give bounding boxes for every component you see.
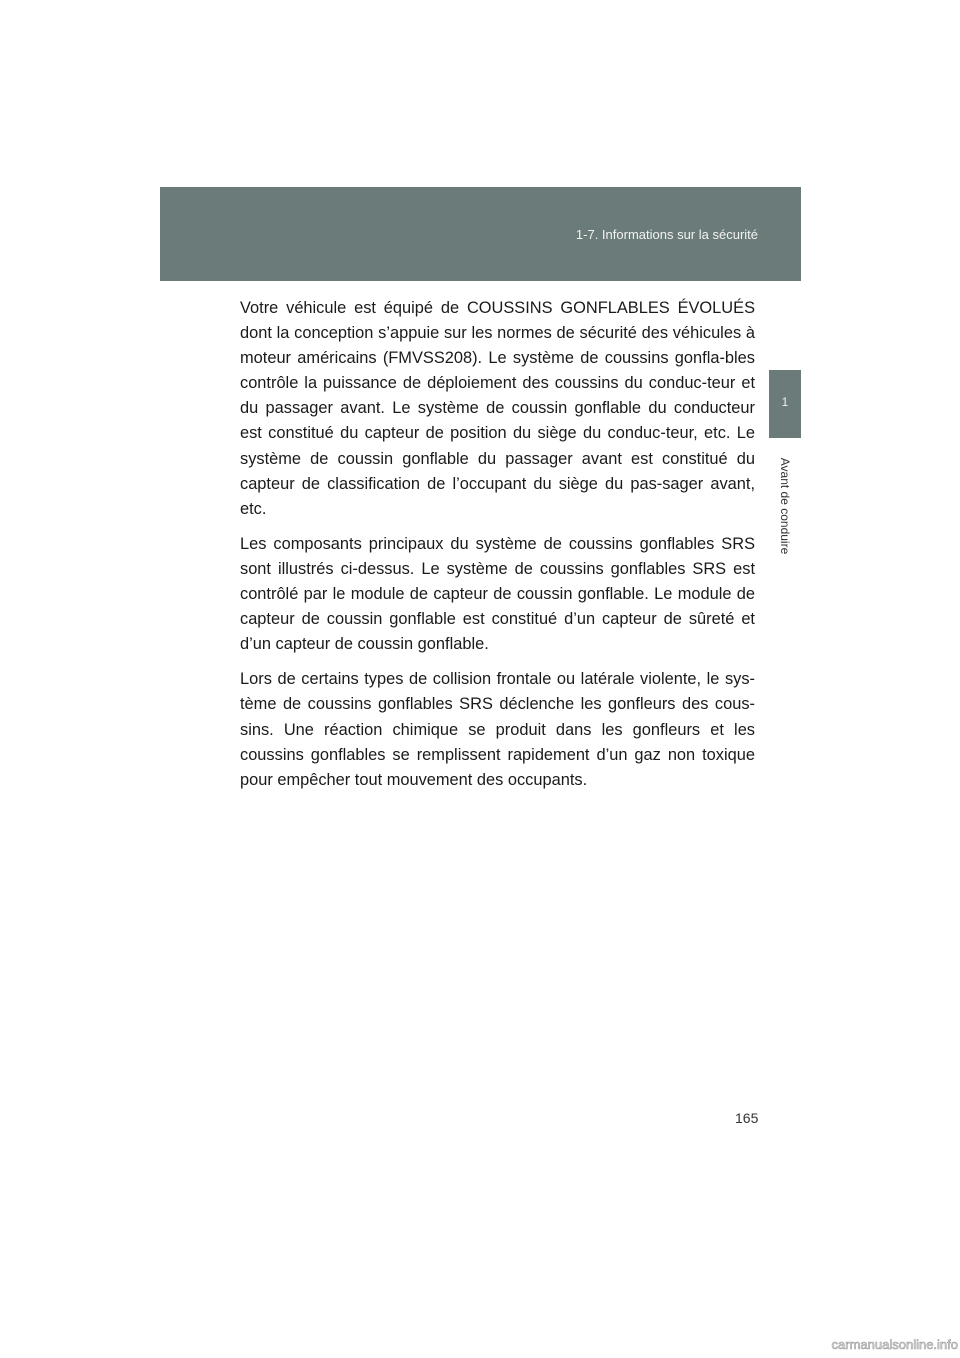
paragraph-3: Lors de certains types de collision frontale ou latérale violente, le sys-tème de coussins gonflables SRS déclenche les gonfleurs des cous-sins. Une réaction chimique se produit dans les gonfleurs et les coussins gonflables se remplissent rapidement d’un gaz non toxique pour empêcher tout mouvement des occupants. (240, 670, 755, 789)
watermark-logo (820, 1328, 960, 1358)
paragraph-1: Votre véhicule est équipé de COUSSINS GONFLABLES ÉVOLUÉS dont la conception s’appuie sur les normes de sécurité des véhicules à moteur américains (FMVSS208). Le système de coussins gonfla-bles contrôle la puissance de déploiement des coussins du conduc-teur et du passager avant. Le système de coussin gonflable du conducteur est constitué du capteur de position du siège du conduc-teur, etc. Le système de coussin gonflable du passager avant est constitué du capteur de classification de l’occupant du siège du pas-sager avant, etc. (240, 299, 755, 518)
chapter-number: 1 (781, 395, 789, 409)
watermark-icon (820, 1330, 960, 1356)
section-title: 1-7. Informations sur la sécurité (575, 227, 758, 242)
chapter-label: Avant de conduire (778, 457, 792, 555)
paragraph-2: Les composants principaux du système de coussins gonflables SRS sont illustrés ci-dessus. Le système de coussins gonflables SRS est contrôlé par le module de capteur de coussin gonflable. Le module de capteur de coussin gonflable est constitué d’un capteur de sûreté et d’un capteur de coussin gonflable. (240, 534, 755, 654)
page-number: 165 (735, 1110, 759, 1126)
watermark-text: carmanualsonline.info (831, 1337, 958, 1352)
body-text (240, 296, 755, 803)
chapter-tab (769, 370, 801, 438)
section-header-band (160, 187, 801, 281)
